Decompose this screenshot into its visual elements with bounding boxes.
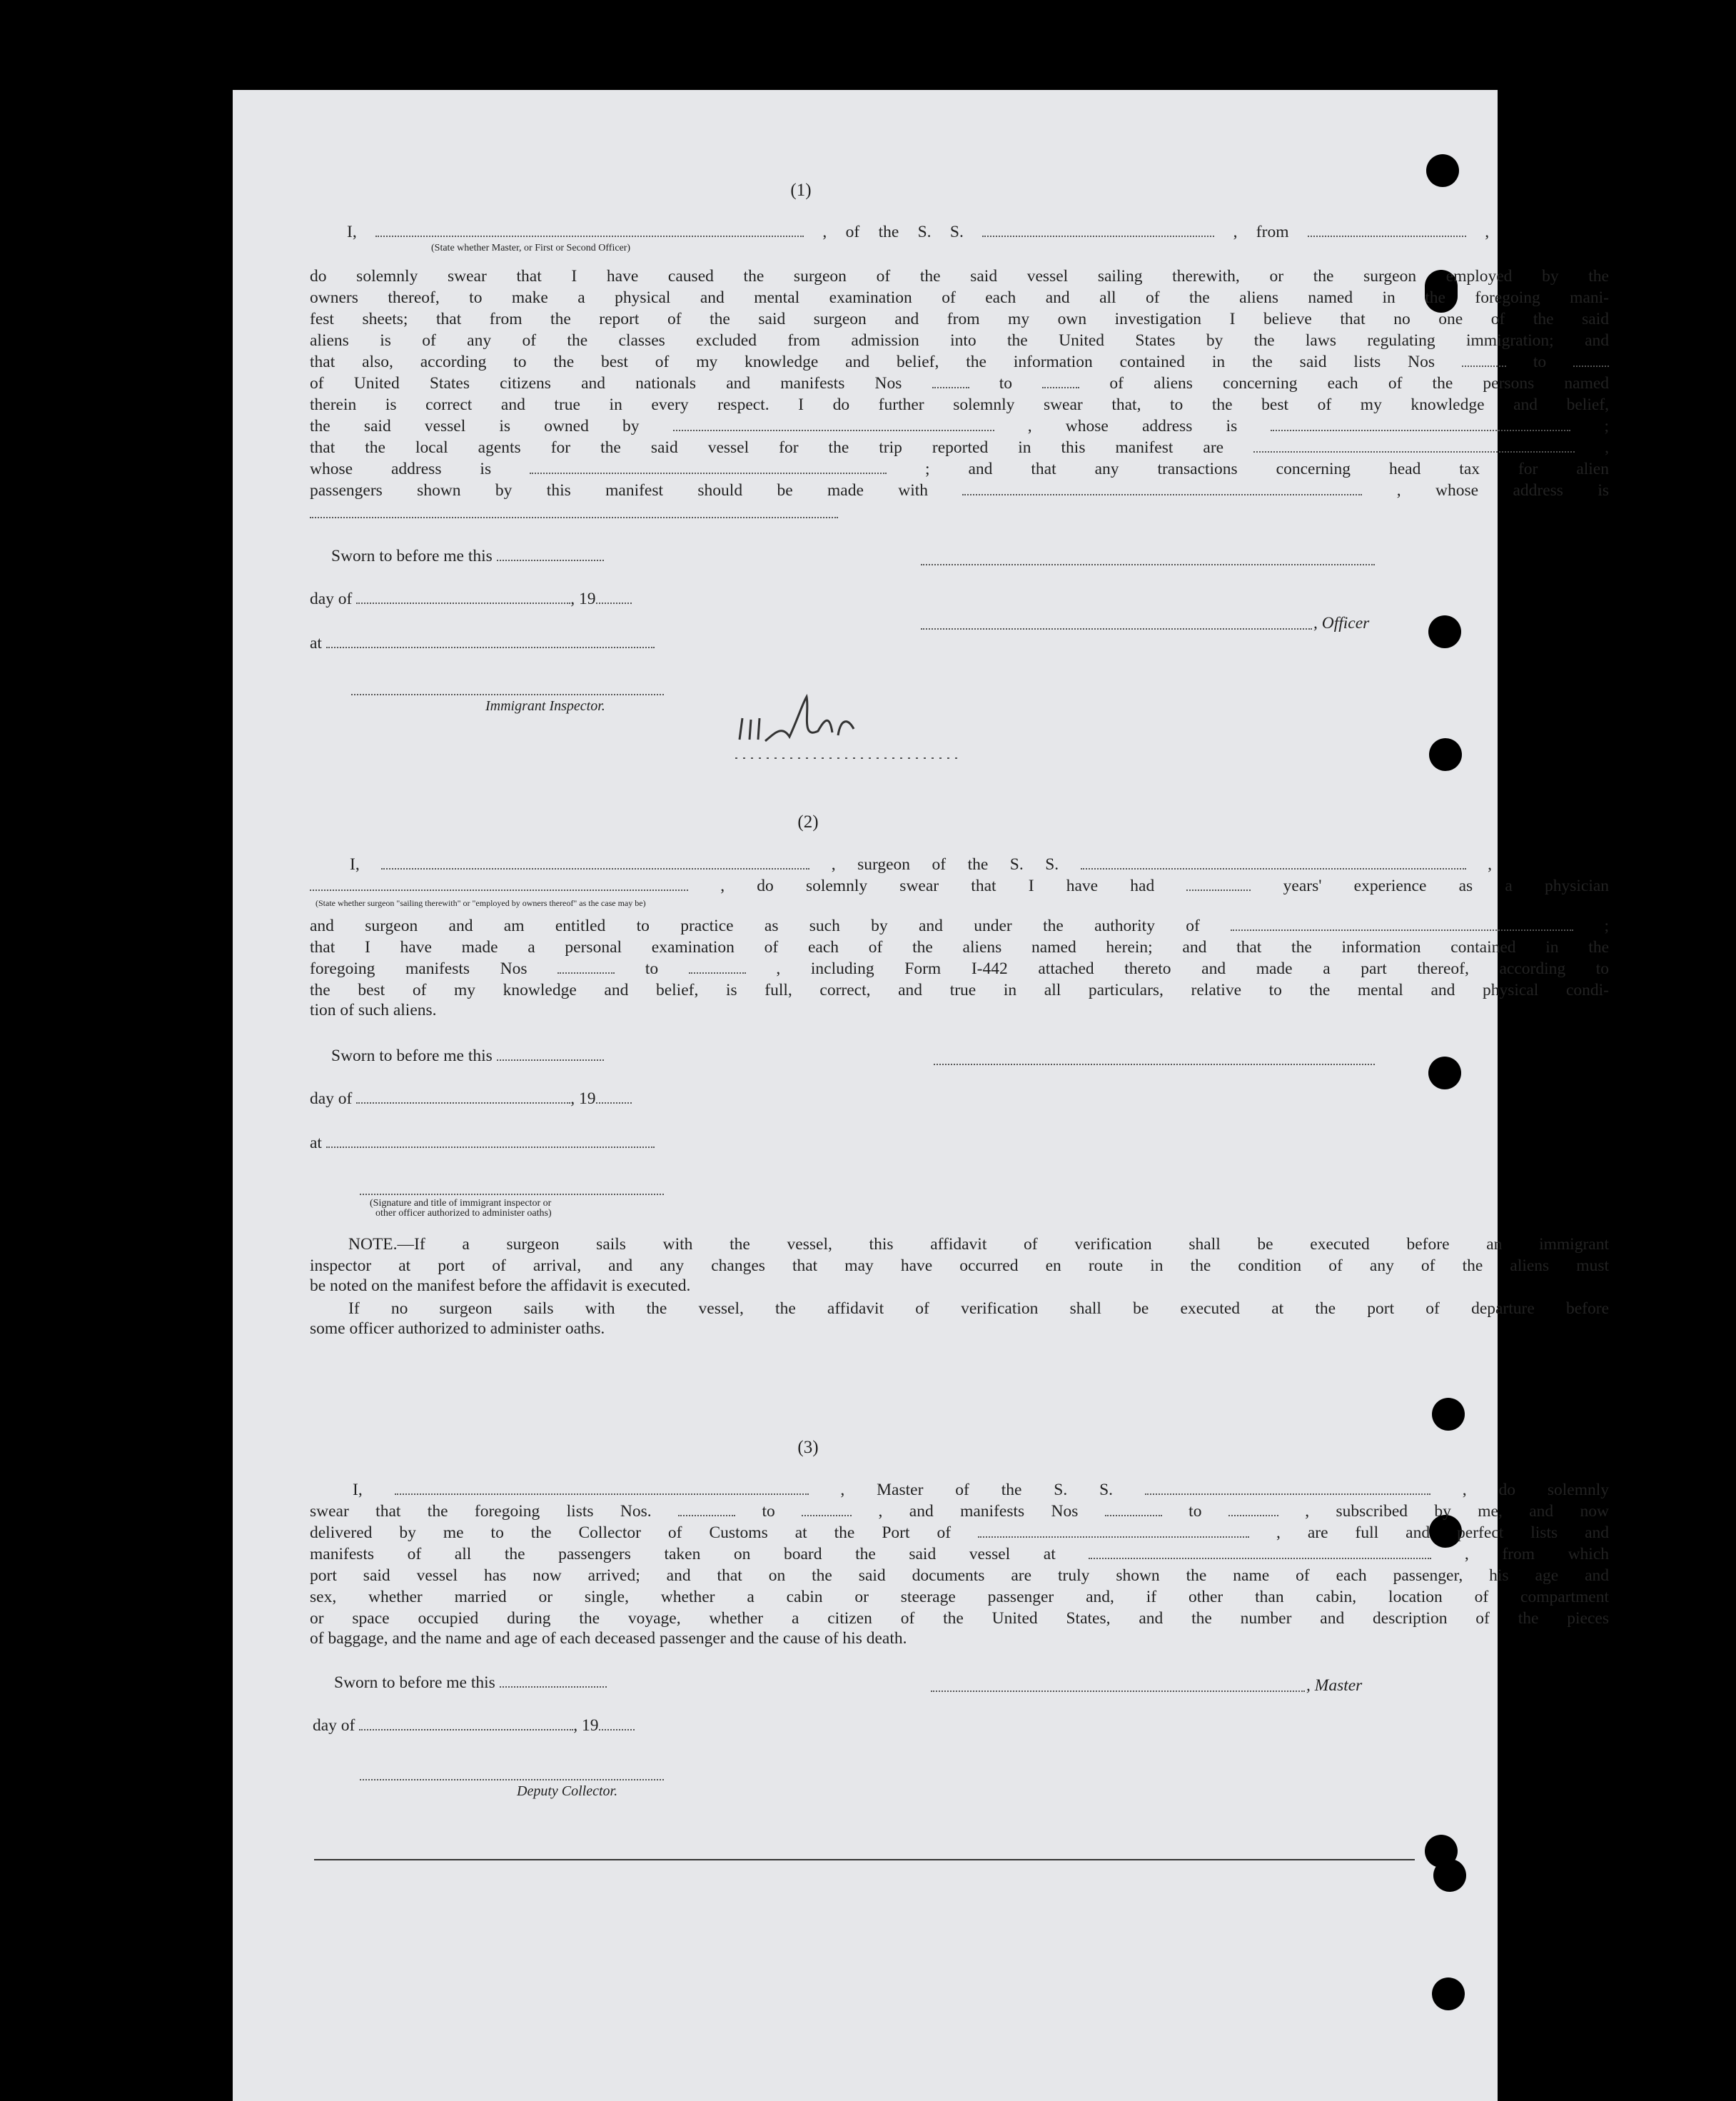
s2-line-7: tion of such aliens. [310,1001,437,1019]
punch-hole [1428,615,1461,648]
s3-month-field[interactable] [359,1716,573,1730]
master-name-field[interactable] [395,1481,809,1495]
punch-hole [1432,1977,1465,2010]
s1-line-2: do solemnly swear that I have caused the surgeon of the said vessel sailing therewith, or the surgeon employed by the [310,267,1609,286]
s2-at-label: at [310,1134,655,1153]
s2-line-5: foregoing manifests Nos to , including Form I-442 attached thereto and made a part thereof, according to [310,959,1610,978]
s3-lists-from-field[interactable] [678,1502,735,1516]
s2-place-field[interactable] [326,1134,655,1148]
punch-hole [1428,1057,1461,1089]
section-3-number: (3) [797,1438,819,1457]
s1-line-3: owners thereof, to make a physical and mental examination of each and all of the aliens named in the foregoing mani- [310,288,1609,307]
surgeon-status-field[interactable] [310,877,688,891]
s3-day-of-label: day of , 19 [313,1716,635,1735]
s2-manifests-from-field[interactable] [557,959,615,974]
owner-address-field[interactable] [1271,417,1570,431]
head-tax-agent-field[interactable] [962,481,1362,495]
deputy-collector-label: Deputy Collector. [517,1783,618,1799]
manifests-from-field[interactable] [932,374,969,388]
s2-month-field[interactable] [356,1089,570,1104]
s2-line-2: , do solemnly swear that I have had years' experience as a physician [310,875,1609,897]
s1-line-6: that also, according to the best of my knowledge and belief, the information contained in the said lists Nos to [310,351,1609,373]
s3-line-5: port said vessel has now arrived; and that on the said documents are truly shown the name of each passenger, his age and [310,1566,1609,1585]
boarding-port-field[interactable] [1089,1545,1431,1559]
officer-name-field[interactable] [921,628,1312,630]
owned-by-field[interactable] [673,417,994,431]
surgeon-status-caption: (State whether surgeon "sailing therewith" or "employed by owners thereof" as the case may be) [316,898,646,908]
master-signature-field[interactable] [931,1691,1305,1692]
manifests-to-field[interactable] [1042,374,1079,388]
lists-to-field[interactable] [1573,353,1609,367]
s1-place-field[interactable] [326,634,655,648]
s3-line-4: manifests of all the passengers taken on board the said vessel at , from which [310,1545,1610,1563]
officer-rank-field[interactable] [375,223,804,237]
local-agents-field[interactable] [1253,438,1575,453]
sig-caption-2: other officer authorized to administer oaths) [375,1208,552,1219]
s3-line-3: delivered by me to the Collector of Customs at the Port of , are full and perfect lists and [310,1523,1610,1542]
address-continuation-field[interactable] [310,517,838,518]
s2-line-6: the best of my knowledge and belief, is full, correct, and true in all particulars, relative to the mental and physical condi- [310,981,1609,999]
s1-line-8: therein is correct and true in every respect. I do further solemnly swear that, to the best of my knowledge and belief, [310,395,1609,414]
note-line-4: If no surgeon sails with the vessel, the affidavit of verification shall be executed at the port of departure before [348,1299,1609,1318]
s1-at-label: at [310,634,655,653]
s3-lists-to-field[interactable] [802,1502,852,1516]
note-line-3: be noted on the manifest before the affidavit is executed. [310,1276,691,1295]
s1-month-field[interactable] [356,590,570,604]
immigrant-inspector-label: Immigrant Inspector. [485,698,605,714]
officer-rank-caption: (State whether Master, or First or Second Officer) [431,243,631,253]
section-2-number: (2) [797,812,819,832]
officer-signature-field[interactable] [921,564,1375,565]
s2-manifests-to-field[interactable] [689,959,746,974]
agents-address-field[interactable] [530,460,887,474]
s2-line-1: I, , surgeon of the S. S. , [350,855,1493,874]
s2-sworn-day-field[interactable] [497,1047,604,1061]
s1-line-4: fest sheets; that from the report of the said surgeon and from my own investigation I believe that no one of the said [310,310,1609,328]
s3-line-1: I, , Master of the S. S. , do solemnly [353,1481,1610,1499]
lists-from-field[interactable] [1462,353,1506,367]
surgeon-name-field[interactable] [381,855,809,870]
s1-line-7: of United States citizens and nationals and manifests Nos to of aliens concerning each of the persons named [310,374,1610,393]
s2-year-field[interactable] [596,1089,632,1104]
years-experience-field[interactable] [1186,877,1251,891]
deputy-collector-signature-field[interactable] [360,1779,664,1780]
s2-vessel-field[interactable] [1081,855,1466,870]
punch-hole [1432,1398,1465,1431]
s2-line-4: that I have made a personal examination of each of the aliens named herein; and that the information contained in the [310,938,1609,957]
master-label: , Master [1306,1676,1363,1695]
s1-line-9: the said vessel is owned by , whose address is ; [310,417,1610,435]
s3-sworn-label: Sworn to before me this [334,1673,607,1693]
s1-line-5: aliens is of any of the classes excluded from admission into the United States by the laws regulating immigration; and [310,331,1609,350]
document-page [233,90,1610,2101]
s1-sworn-day-field[interactable] [497,547,604,561]
note-line-5: some officer authorized to administer oaths. [310,1319,605,1338]
s3-line-7: or space occupied during the voyage, whether a citizen of the United States, and the number and description of the pieces [310,1609,1609,1628]
collector-port-field[interactable] [978,1523,1249,1538]
s3-line-2: swear that the foregoing lists Nos. to , and manifests Nos to , subscribed by me, and now [310,1502,1610,1521]
s3-vessel-field[interactable] [1145,1481,1430,1495]
s1-line-11: whose address is ; and that any transactions concerning head tax for alien [310,460,1609,478]
s1-line-1: I, , of the S. S. , from , [347,223,1490,241]
s3-line-6: sex, whether married or single, whether a cabin or steerage passenger and, if other than cabin, location of compartment [310,1588,1609,1606]
section-1-number: (1) [790,181,812,200]
s3-year-field[interactable] [599,1716,635,1730]
s3-line-8: of baggage, and the name and age of each deceased passenger and the cause of his death. [310,1629,907,1648]
s1-line-12: passengers shown by this manifest should be made with , whose address is [310,481,1609,500]
s3-manifests-to-field[interactable] [1228,1502,1278,1516]
vessel-name-field[interactable] [982,223,1214,237]
sig-caption-1: (Signature and title of immigrant inspector or [370,1198,552,1209]
punch-hole [1429,738,1462,771]
s1-line-10: that the local agents for the said vessel for the trip reported in this manifest are , [310,438,1610,457]
from-port-field[interactable] [1308,223,1466,237]
s2-inspector-signature-field[interactable] [360,1194,664,1195]
handwritten-signature [718,690,975,761]
s3-manifests-from-field[interactable] [1105,1502,1162,1516]
inspector-signature-field[interactable] [351,694,664,695]
s2-sworn-label: Sworn to before me this [331,1047,604,1066]
note-line-2: inspector at port of arrival, and any changes that may have occurred en route in the condition of any of the aliens must [310,1256,1609,1275]
s2-day-of-label: day of , 19 [310,1089,632,1109]
s1-year-field[interactable] [596,590,632,604]
punch-hole [1433,1859,1466,1892]
s1-sworn-label: Sworn to before me this [331,547,604,566]
s1-day-of-label: day of , 19 [310,590,632,609]
note-line-1: NOTE.—If a surgeon sails with the vessel, this affidavit of verification shall be executed before an immigrant [348,1235,1609,1254]
officer-label: , Officer [1313,614,1370,633]
surgeon-signature-field[interactable] [934,1064,1375,1065]
s3-sworn-day-field[interactable] [500,1673,607,1688]
authority-field[interactable] [1231,917,1573,931]
bottom-rule [314,1859,1415,1860]
s2-line-3: and surgeon and am entitled to practice as such by and under the authority of ; [310,917,1610,935]
